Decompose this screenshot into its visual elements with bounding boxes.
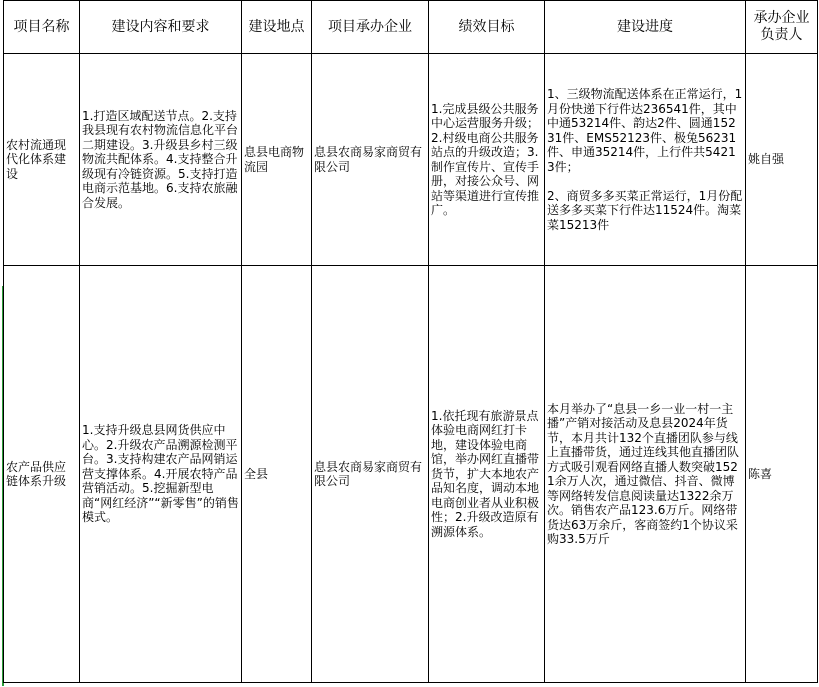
header-content[interactable]: 建设内容和要求 (80, 1, 242, 54)
cell-company[interactable]: 息县农商易家商贸有限公司 (312, 54, 429, 266)
cell-content[interactable]: 1.打造区域配送节点。2.支持我县现有农村物流信息化平台二期建设。3.升级县乡村三级物流共配体系。4.支持整合升级现有冷链资源。5.支持打造电商示范基地。6.支持农旅融合发展。 (80, 54, 242, 266)
header-company[interactable]: 项目承办企业 (312, 1, 429, 54)
cell-goals[interactable]: 1.完成县级公共服务中心运营服务升级；2.村级电商公共服务站点的升级改造；3.制作宣传片、宣传手册，对接公众号、网站等渠道进行宣传推广。 (429, 54, 545, 266)
header-progress[interactable]: 建设进度 (545, 1, 746, 54)
header-project-name[interactable]: 项目名称 (4, 1, 80, 54)
table-row (4, 54, 818, 266)
cell-person[interactable]: 姚自强 (746, 54, 818, 266)
progress-paragraph-2: 2、商贸多多买菜正常运行，1月份配送多多买菜下行件达11524件。淘菜菜15213件 (547, 188, 743, 232)
table-row (4, 266, 818, 683)
progress-gap (547, 174, 743, 189)
cell-content[interactable]: 1.支持升级息县网货供应中心。2.升级农产品溯源检测平台。3.支持构建农产品网销运营支撑体系。4.开展农特产品营销活动。5.挖掘新型电商“网红经济”“新零售”的销售模式。 (80, 266, 242, 683)
header-goals[interactable]: 绩效目标 (429, 1, 545, 54)
header-row (4, 1, 818, 54)
cell-progress[interactable]: 本月举办了“息县一乡一业一村一主播”产销对接活动及息县2024年货节，本月共计132个直播团队参与线上直播带货，通过连线其他直播团队方式吸引观看网络直播人数突破1521余万人次，通过微信、抖音、微博等网络转发信息阅读量达1322余万次。销售农产品123.6万斤。网络带货达63万余斤，客商签约1个协议采购33.5万斤 (545, 266, 746, 683)
progress-paragraph-1: 1、三级物流配送体系在正常运行，1月份快递下行件达236541件，其中中通53214件、韵达2件、圆通15231件、EMS52123件、极兔56231件、申通35214件，上行件共54213件； (547, 87, 743, 174)
cell-location[interactable]: 息县电商物流园 (242, 54, 312, 266)
project-table (3, 0, 818, 683)
cell-project-name[interactable]: 农村流通现代化体系建设 (4, 54, 80, 266)
cell-goals[interactable]: 1.依托现有旅游景点体验电商网红打卡地，建设体验电商馆，举办网红直播带货节，扩大本地农产品知名度，调动本地电商创业者从业积极性；2.升级改造原有溯源体系。 (429, 266, 545, 683)
cell-person[interactable]: 陈喜 (746, 266, 818, 683)
cell-progress[interactable] (545, 54, 746, 266)
cell-company[interactable]: 息县农商易家商贸有限公司 (312, 266, 429, 683)
cell-location[interactable]: 全县 (242, 266, 312, 683)
header-person[interactable]: 承办企业负责人 (746, 1, 818, 54)
cell-project-name[interactable]: 农产品供应链体系升级 (4, 266, 80, 683)
header-location[interactable]: 建设地点 (242, 1, 312, 54)
